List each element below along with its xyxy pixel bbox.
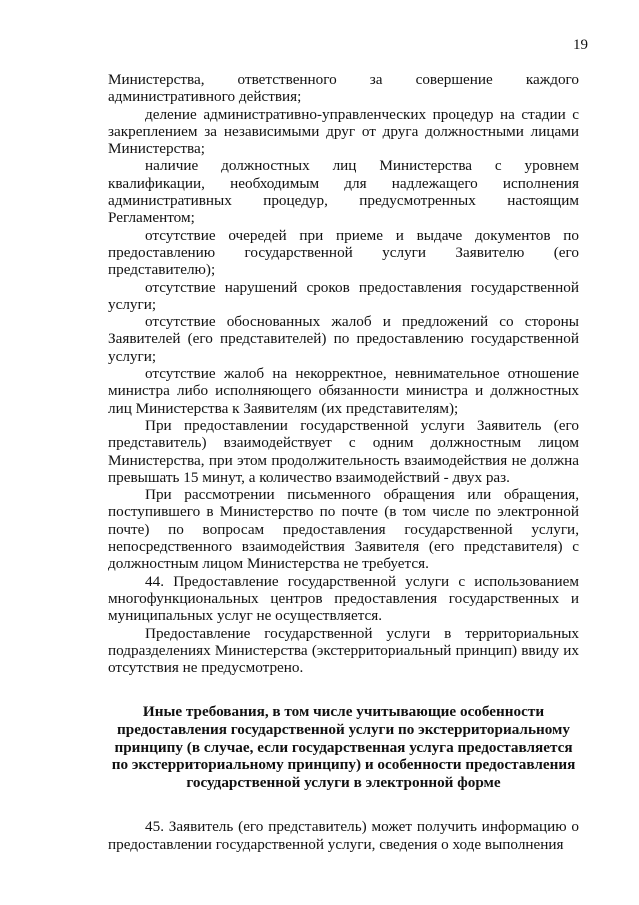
paragraph: отсутствие жалоб на некорректное, невнимательное отношение министра либо исполняющего обязанности министра и должностных лиц Министерства к Заявителям (их представителям);	[108, 365, 579, 417]
document-body	[108, 71, 579, 853]
paragraph: Предоставление государственной услуги в территориальных подразделениях Министерства (экстерриториальный принцип) ввиду их отсутствия не предусмотрено.	[108, 624, 579, 677]
paragraph-item-44: 44. Предоставление государственной услуги с использованием многофункциональных центров предоставления государственных и муниципальных услуг не осуществляется.	[108, 572, 579, 625]
section-heading: Иные требования, в том числе учитывающие особенности предоставления государственной услуги по экстерриториальному принципу (в случае, если государственная услуга предоставляется по экстерриториальному принципу) и особенности предоставления государственной услуги в электронной форме	[111, 703, 576, 791]
paragraph: отсутствие очередей при приеме и выдаче документов по предоставлению государственной услуги Заявителю (его представителю);	[108, 226, 579, 279]
paragraph: наличие должностных лиц Министерства с уровнем квалификации, необходимым для надлежащего исполнения административных процедур, предусмотренных настоящим Регламентом;	[108, 157, 579, 227]
page-number: 19	[573, 37, 588, 53]
paragraph: отсутствие обоснованных жалоб и предложений со стороны Заявителей (его представителей) по предоставлению государственной услуги;	[108, 313, 579, 365]
paragraph: При рассмотрении письменного обращения или обращения, поступившего в Министерство по почте (в том числе по электронной почте) по вопросам предоставления государственной услуги, непосредственного взаимодействия Заявителя (его представителя) с должностным лицом Министерства не требуется.	[108, 486, 579, 573]
paragraph: При предоставлении государственной услуги Заявитель (его представитель) взаимодействует с одним должностным лицом Министерства, при этом продолжительность взаимодействия не должна превышать 15 минут, а количество взаимодействий - двух раз.	[108, 416, 579, 486]
paragraph: отсутствие нарушений сроков предоставления государственной услуги;	[108, 278, 579, 313]
paragraph: деление административно-управленческих процедур на стадии с закреплением за независимыми друг от друга должностными лицами Министерства;	[108, 105, 579, 158]
paragraph-item-45: 45. Заявитель (его представитель) может получить информацию о предоставлении государственной услуги, сведения о ходе выполнения	[108, 818, 579, 853]
paragraph-continuation: Министерства, ответственного за совершение каждого административного действия;	[108, 71, 579, 106]
